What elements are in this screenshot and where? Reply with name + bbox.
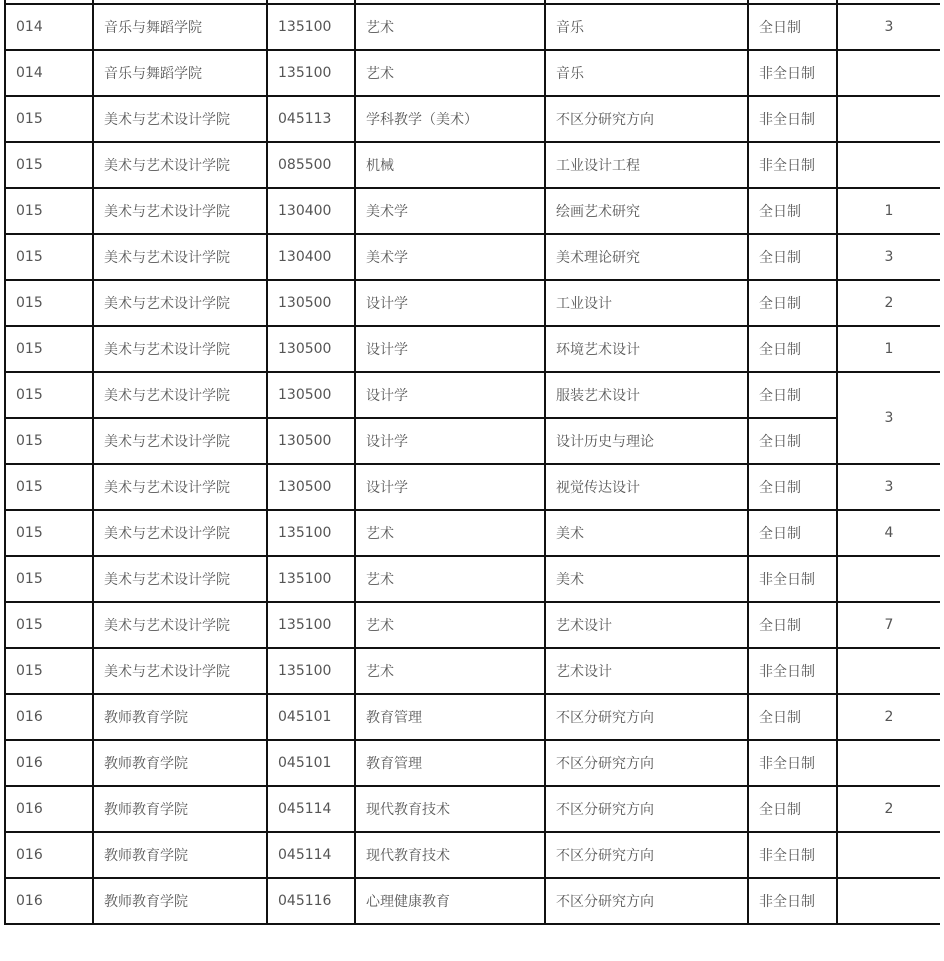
major-code-cell: 130500 [267, 326, 355, 372]
research-direction-cell: 艺术设计 [545, 648, 748, 694]
enrollment-count-cell: 3 [837, 464, 940, 510]
research-direction-cell: 美术 [545, 510, 748, 556]
school-name-cell: 教师教育学院 [93, 694, 267, 740]
school-name-cell: 美术与艺术设计学院 [93, 556, 267, 602]
major-name-cell: 设计学 [355, 418, 545, 464]
major-name-cell: 机械 [355, 142, 545, 188]
major-code-cell: 045114 [267, 832, 355, 878]
major-code-cell: 085500 [267, 142, 355, 188]
school-code-cell: 015 [5, 142, 93, 188]
study-mode-cell: 全日制 [748, 188, 837, 234]
major-name-cell: 学科教学（美术） [355, 96, 545, 142]
school-name-cell: 美术与艺术设计学院 [93, 372, 267, 418]
major-code-cell: 135100 [267, 50, 355, 96]
research-direction-cell: 不区分研究方向 [545, 740, 748, 786]
major-code-cell: 045101 [267, 694, 355, 740]
major-code-cell: 130500 [267, 464, 355, 510]
school-name-cell: 美术与艺术设计学院 [93, 188, 267, 234]
school-name-cell: 教师教育学院 [93, 740, 267, 786]
school-code-cell: 015 [5, 96, 93, 142]
table-row [5, 280, 940, 326]
school-code-cell: 015 [5, 280, 93, 326]
major-name-cell: 教育管理 [355, 694, 545, 740]
major-code-cell: 045113 [267, 96, 355, 142]
school-code-cell: 016 [5, 694, 93, 740]
table-row [5, 786, 940, 832]
study-mode-cell: 全日制 [748, 234, 837, 280]
school-code-cell: 016 [5, 740, 93, 786]
enrollment-count-cell: 4 [837, 510, 940, 556]
school-name-cell: 美术与艺术设计学院 [93, 234, 267, 280]
school-name-cell: 美术与艺术设计学院 [93, 418, 267, 464]
enrollment-count-cell [837, 648, 940, 694]
research-direction-cell: 工业设计工程 [545, 142, 748, 188]
major-code-cell: 135100 [267, 602, 355, 648]
table-row [5, 832, 940, 878]
table-row [5, 96, 940, 142]
study-mode-cell: 非全日制 [748, 556, 837, 602]
school-code-cell: 015 [5, 234, 93, 280]
school-code-cell: 016 [5, 878, 93, 924]
enrollment-count-cell [837, 878, 940, 924]
school-name-cell: 教师教育学院 [93, 786, 267, 832]
school-name-cell: 音乐与舞蹈学院 [93, 50, 267, 96]
school-name-cell: 音乐与舞蹈学院 [93, 4, 267, 50]
research-direction-cell: 工业设计 [545, 280, 748, 326]
enrollment-count-cell [837, 556, 940, 602]
table-row [5, 188, 940, 234]
major-name-cell: 美术学 [355, 234, 545, 280]
study-mode-cell: 非全日制 [748, 648, 837, 694]
enrollment-count-cell: 2 [837, 280, 940, 326]
study-mode-cell: 全日制 [748, 326, 837, 372]
research-direction-cell: 环境艺术设计 [545, 326, 748, 372]
major-name-cell: 设计学 [355, 372, 545, 418]
study-mode-cell: 非全日制 [748, 832, 837, 878]
major-name-cell: 教育管理 [355, 740, 545, 786]
major-name-cell: 艺术 [355, 510, 545, 556]
enrollment-count-cell [837, 740, 940, 786]
major-code-cell: 130500 [267, 372, 355, 418]
enrollment-count-cell: 7 [837, 602, 940, 648]
major-code-cell: 135100 [267, 4, 355, 50]
school-code-cell: 014 [5, 4, 93, 50]
school-name-cell: 教师教育学院 [93, 832, 267, 878]
major-code-cell: 045101 [267, 740, 355, 786]
school-name-cell: 美术与艺术设计学院 [93, 648, 267, 694]
school-name-cell: 美术与艺术设计学院 [93, 510, 267, 556]
research-direction-cell: 视觉传达设计 [545, 464, 748, 510]
study-mode-cell: 全日制 [748, 280, 837, 326]
enrollment-table [4, 0, 940, 925]
school-name-cell: 教师教育学院 [93, 878, 267, 924]
research-direction-cell: 不区分研究方向 [545, 96, 748, 142]
school-code-cell: 015 [5, 464, 93, 510]
research-direction-cell: 设计历史与理论 [545, 418, 748, 464]
enrollment-count-cell [837, 96, 940, 142]
table-row [5, 234, 940, 280]
study-mode-cell: 全日制 [748, 786, 837, 832]
table-row [5, 372, 940, 418]
table-container [4, 0, 940, 961]
enrollment-count-cell [837, 832, 940, 878]
research-direction-cell: 服装艺术设计 [545, 372, 748, 418]
table-row [5, 326, 940, 372]
study-mode-cell: 全日制 [748, 372, 837, 418]
major-name-cell: 艺术 [355, 50, 545, 96]
research-direction-cell: 美术 [545, 556, 748, 602]
enrollment-count-cell: 2 [837, 694, 940, 740]
school-code-cell: 015 [5, 326, 93, 372]
table-row [5, 510, 940, 556]
research-direction-cell: 音乐 [545, 4, 748, 50]
enrollment-count-cell: 2 [837, 786, 940, 832]
school-name-cell: 美术与艺术设计学院 [93, 280, 267, 326]
table-row [5, 602, 940, 648]
school-code-cell: 016 [5, 832, 93, 878]
research-direction-cell: 不区分研究方向 [545, 832, 748, 878]
study-mode-cell: 全日制 [748, 694, 837, 740]
table-row [5, 878, 940, 924]
enrollment-count-cell: 1 [837, 326, 940, 372]
major-code-cell: 135100 [267, 648, 355, 694]
school-code-cell: 015 [5, 602, 93, 648]
school-code-cell: 015 [5, 188, 93, 234]
school-name-cell: 美术与艺术设计学院 [93, 464, 267, 510]
table-row [5, 464, 940, 510]
major-code-cell: 130500 [267, 418, 355, 464]
research-direction-cell: 不区分研究方向 [545, 878, 748, 924]
major-name-cell: 美术学 [355, 188, 545, 234]
major-code-cell: 135100 [267, 556, 355, 602]
research-direction-cell: 美术理论研究 [545, 234, 748, 280]
school-code-cell: 015 [5, 372, 93, 418]
table-row [5, 418, 940, 464]
study-mode-cell: 全日制 [748, 464, 837, 510]
study-mode-cell: 非全日制 [748, 96, 837, 142]
major-code-cell: 135100 [267, 510, 355, 556]
table-row [5, 4, 940, 50]
school-name-cell: 美术与艺术设计学院 [93, 602, 267, 648]
major-name-cell: 现代教育技术 [355, 832, 545, 878]
study-mode-cell: 全日制 [748, 510, 837, 556]
major-code-cell: 130400 [267, 234, 355, 280]
major-code-cell: 045114 [267, 786, 355, 832]
research-direction-cell: 不区分研究方向 [545, 786, 748, 832]
school-code-cell: 015 [5, 418, 93, 464]
study-mode-cell: 全日制 [748, 602, 837, 648]
school-name-cell: 美术与艺术设计学院 [93, 326, 267, 372]
school-code-cell: 015 [5, 510, 93, 556]
major-name-cell: 现代教育技术 [355, 786, 545, 832]
major-name-cell: 艺术 [355, 556, 545, 602]
table-row [5, 556, 940, 602]
table-row [5, 694, 940, 740]
study-mode-cell: 非全日制 [748, 142, 837, 188]
school-code-cell: 015 [5, 556, 93, 602]
major-code-cell: 130500 [267, 280, 355, 326]
major-code-cell: 130400 [267, 188, 355, 234]
study-mode-cell: 非全日制 [748, 740, 837, 786]
table-row [5, 142, 940, 188]
school-code-cell: 014 [5, 50, 93, 96]
school-code-cell: 015 [5, 648, 93, 694]
major-name-cell: 艺术 [355, 648, 545, 694]
study-mode-cell: 全日制 [748, 418, 837, 464]
enrollment-count-cell [837, 50, 940, 96]
table-row [5, 50, 940, 96]
enrollment-count-cell: 1 [837, 188, 940, 234]
enrollment-count-cell [837, 142, 940, 188]
major-name-cell: 心理健康教育 [355, 878, 545, 924]
research-direction-cell: 不区分研究方向 [545, 694, 748, 740]
enrollment-count-cell: 3 [837, 234, 940, 280]
school-name-cell: 美术与艺术设计学院 [93, 142, 267, 188]
research-direction-cell: 绘画艺术研究 [545, 188, 748, 234]
major-name-cell: 艺术 [355, 4, 545, 50]
study-mode-cell: 全日制 [748, 4, 837, 50]
study-mode-cell: 非全日制 [748, 50, 837, 96]
table-row [5, 740, 940, 786]
table-body [5, 0, 940, 924]
enrollment-count-cell: 3 [837, 372, 940, 464]
major-code-cell: 045116 [267, 878, 355, 924]
research-direction-cell: 艺术设计 [545, 602, 748, 648]
major-name-cell: 设计学 [355, 326, 545, 372]
school-code-cell: 016 [5, 786, 93, 832]
major-name-cell: 设计学 [355, 280, 545, 326]
table-row [5, 648, 940, 694]
enrollment-count-cell: 3 [837, 4, 940, 50]
major-name-cell: 设计学 [355, 464, 545, 510]
school-name-cell: 美术与艺术设计学院 [93, 96, 267, 142]
study-mode-cell: 非全日制 [748, 878, 837, 924]
major-name-cell: 艺术 [355, 602, 545, 648]
research-direction-cell: 音乐 [545, 50, 748, 96]
